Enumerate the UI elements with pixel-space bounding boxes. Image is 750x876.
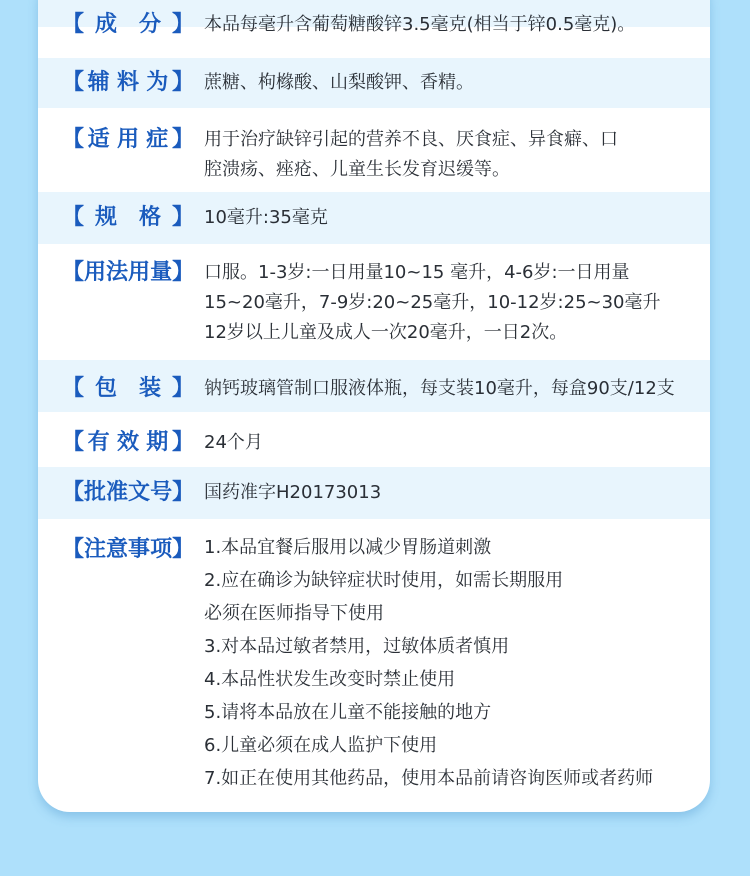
precaution-item: 6.儿童必须在成人监护下使用	[204, 735, 438, 756]
text-line: 15~20毫升，7-9岁:20~25毫升，10-12岁:25~30毫升	[204, 292, 661, 313]
label-excipients	[62, 68, 194, 98]
label-dosage	[62, 258, 194, 288]
text-line: 口服。1-3岁:一日用量10~15 毫升，4-6岁:一日用量	[204, 262, 630, 283]
precaution-item: 1.本品宜餐后服用以减少胃肠道刺激	[204, 537, 492, 558]
bracket-close: 】	[171, 376, 194, 401]
bracket-close: 】	[171, 127, 194, 152]
label-specification	[62, 203, 194, 233]
label-validity	[62, 428, 194, 458]
text-line: 蔗糖、枸橼酸、山梨酸钾、香精。	[204, 72, 474, 93]
bracket-close: 】	[172, 537, 195, 562]
bracket-open: 【	[62, 205, 85, 230]
bracket-close: 】	[171, 205, 194, 230]
precaution-item: 3.对本品过敏者禁用，过敏体质者慎用	[204, 636, 510, 657]
label-text: 有 效 期	[87, 430, 169, 455]
bracket-close: 】	[171, 430, 194, 455]
text-line: 国药准字H20173013	[204, 482, 382, 503]
precaution-item: 4.本品性状发生改变时禁止使用	[204, 669, 456, 690]
value-approval	[204, 478, 698, 508]
bracket-open: 【	[62, 127, 85, 152]
bracket-open: 【	[62, 430, 85, 455]
text-line: 钠钙玻璃管制口服液体瓶，每支装10毫升，每盒90支/12支	[204, 378, 675, 399]
value-specification	[204, 203, 698, 233]
value-precautions	[204, 531, 698, 795]
label-text: 成 分	[95, 12, 161, 37]
label-ingredients	[62, 10, 194, 40]
precaution-item: 2.应在确诊为缺锌症状时使用，如需长期服用	[204, 570, 564, 591]
precaution-item: 必须在医师指导下使用	[204, 603, 384, 624]
text-line: 腔溃疡、痤疮、儿童生长发育迟缓等。	[204, 159, 510, 180]
label-packaging	[62, 374, 194, 404]
label-text: 用 法 用 量	[84, 260, 173, 285]
bracket-close: 】	[171, 70, 194, 95]
bracket-close: 】	[172, 480, 195, 505]
label-approval	[62, 478, 194, 508]
value-packaging	[204, 374, 698, 404]
label-text: 规 格	[95, 205, 161, 230]
value-excipients	[204, 68, 698, 98]
text-line: 12岁以上儿童及成人一次20毫升，一日2次。	[204, 322, 568, 343]
bracket-open: 【	[62, 70, 85, 95]
text-line: 用于治疗缺锌引起的营养不良、厌食症、异食癖、口	[204, 129, 618, 150]
bracket-open: 【	[62, 260, 85, 285]
text-line: 24个月	[204, 432, 263, 453]
label-precautions	[62, 535, 194, 565]
bracket-close: 】	[171, 12, 194, 37]
precaution-item: 7.如正在使用其他药品，使用本品前请咨询医师或者药师	[204, 768, 654, 789]
value-dosage	[204, 258, 698, 348]
text-line: 10毫升:35毫克	[204, 207, 328, 228]
label-text: 适 用 症	[87, 127, 169, 152]
label-text: 注 意 事 项	[84, 537, 173, 562]
value-indications	[204, 125, 698, 185]
label-indications	[62, 125, 194, 155]
text-line: 本品每毫升含葡萄糖酸锌3.5毫克(相当于锌0.5毫克)。	[204, 14, 636, 35]
instructions-card	[38, 0, 710, 812]
value-validity	[204, 428, 698, 458]
label-text: 批 准 文 号	[84, 480, 173, 505]
value-ingredients	[204, 10, 698, 40]
bracket-open: 【	[62, 376, 85, 401]
label-text: 辅 料 为	[87, 70, 169, 95]
bracket-open: 【	[62, 12, 85, 37]
bracket-open: 【	[62, 537, 85, 562]
bracket-open: 【	[62, 480, 85, 505]
bracket-close: 】	[172, 260, 195, 285]
label-text: 包 装	[95, 376, 161, 401]
precaution-item: 5.请将本品放在儿童不能接触的地方	[204, 702, 492, 723]
